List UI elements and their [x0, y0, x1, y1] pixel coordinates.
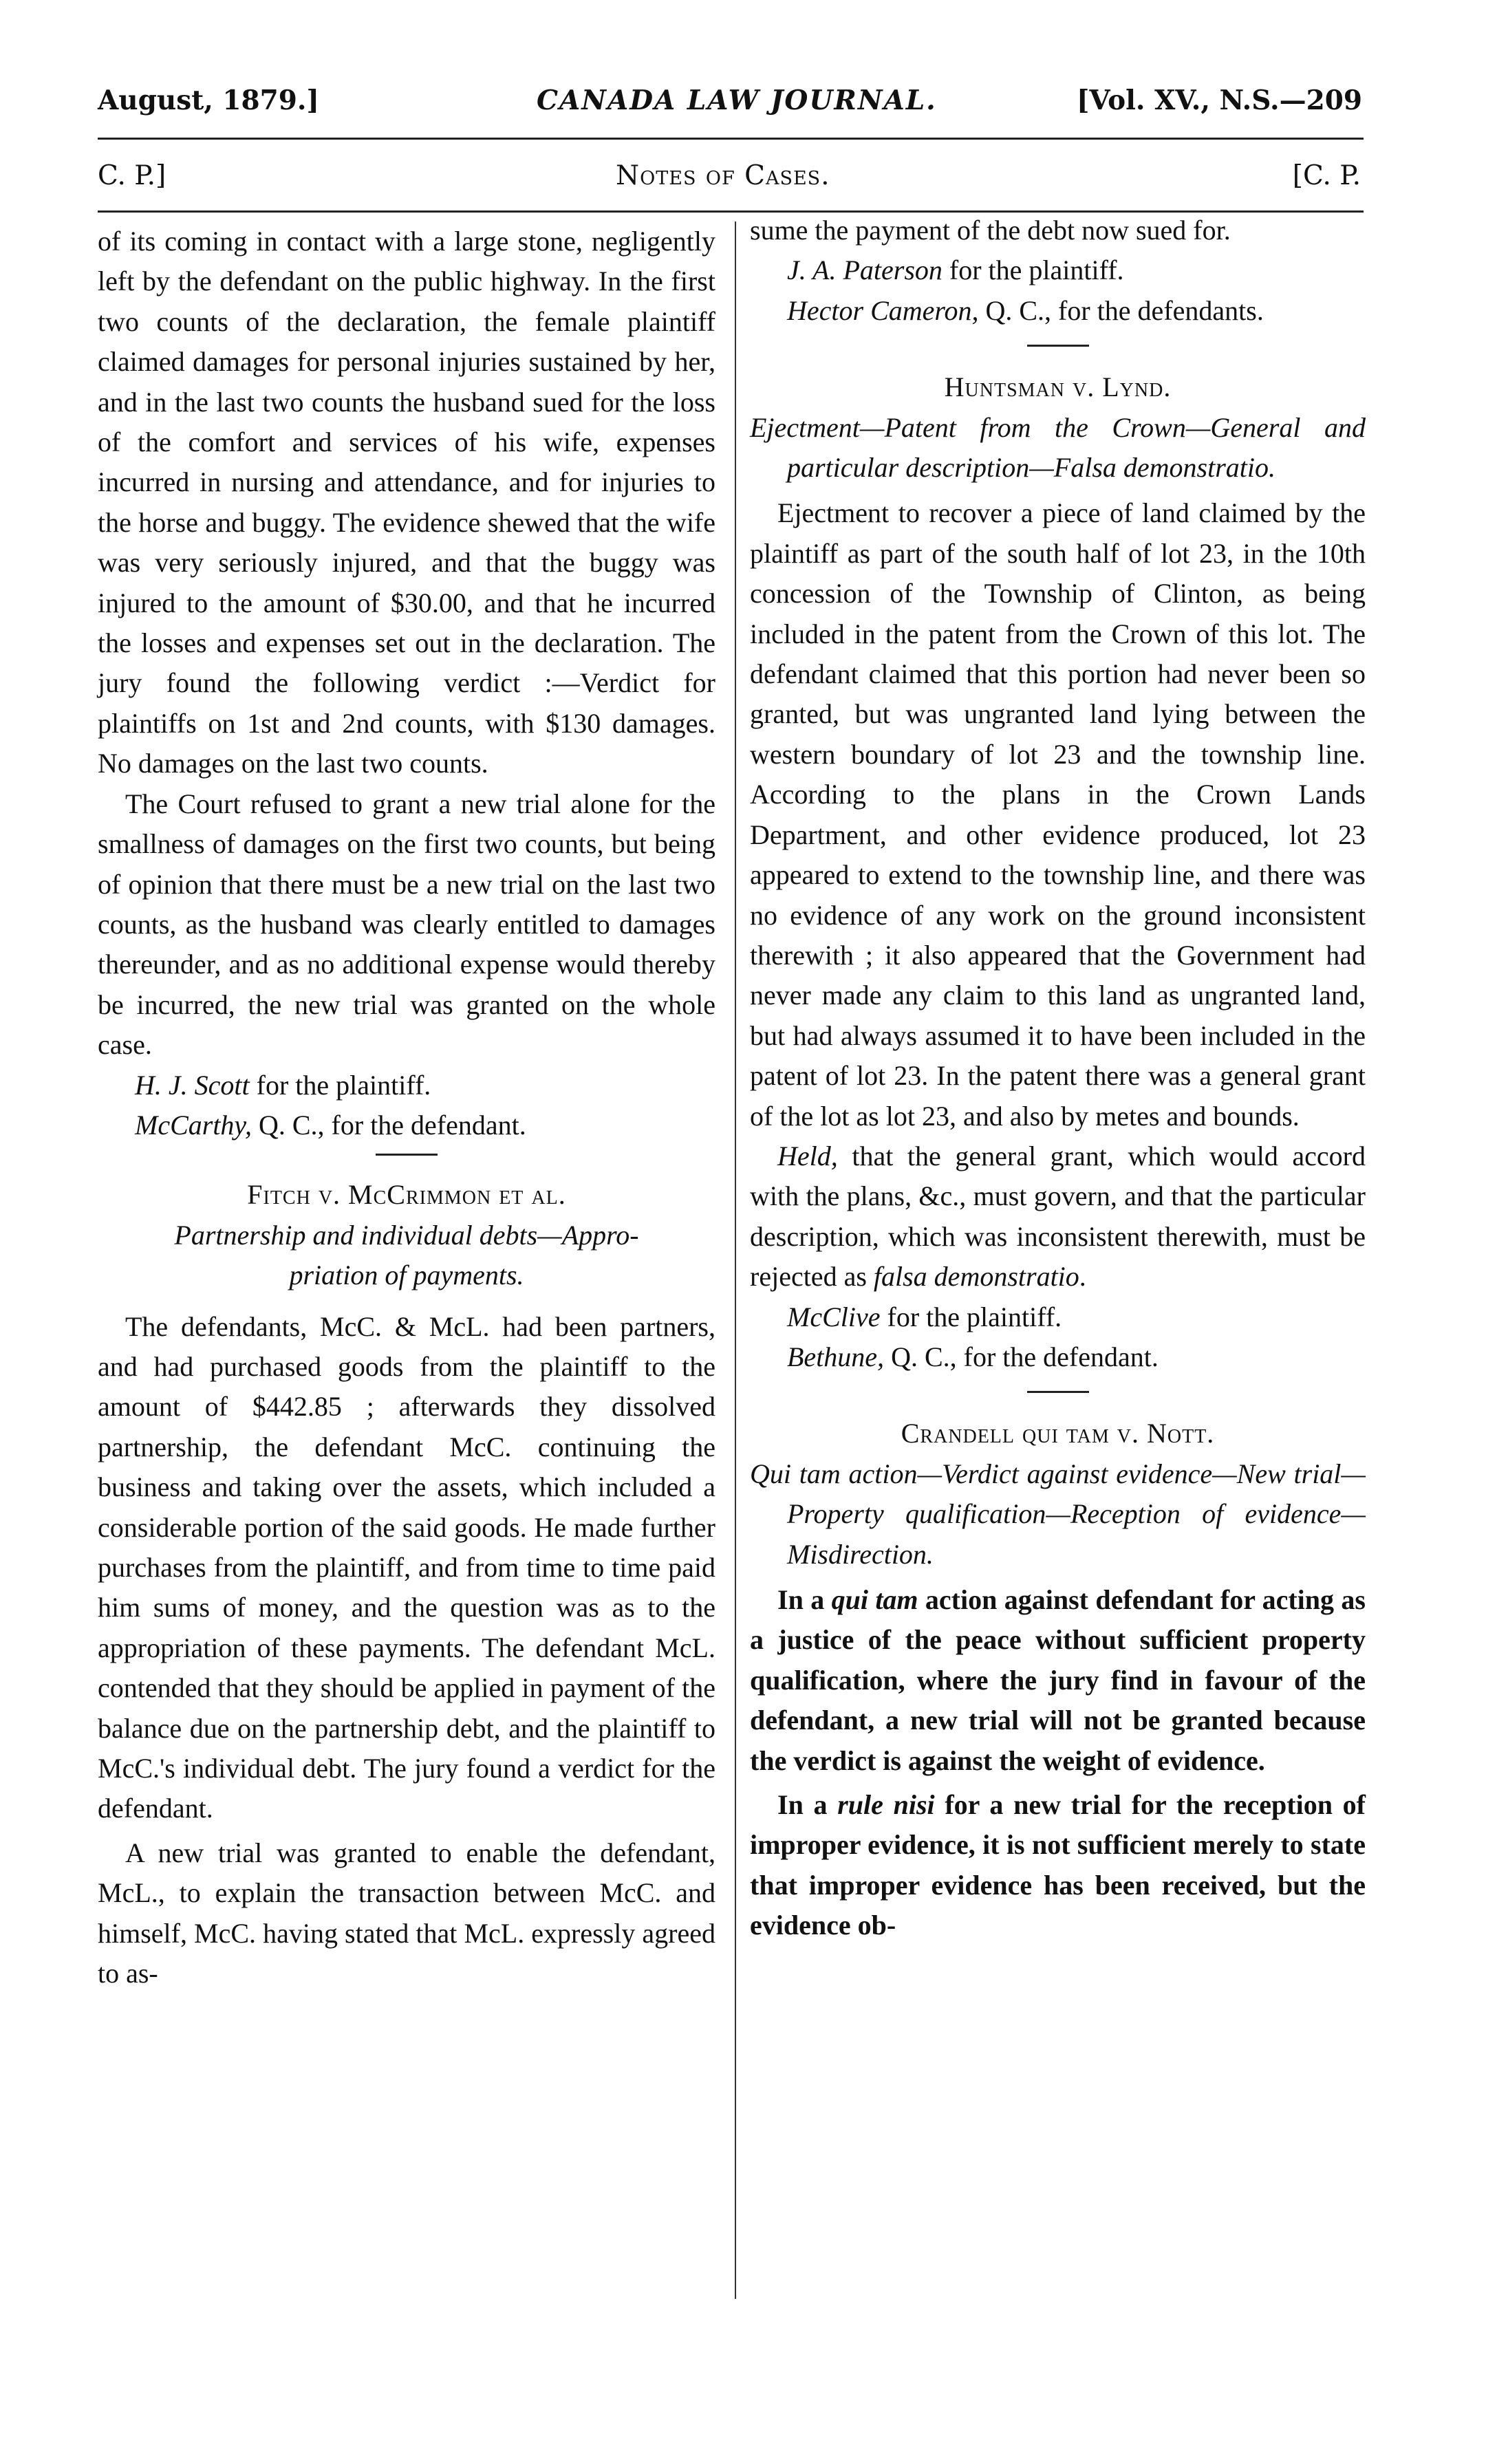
case-topic: Ejectment—Patent from the Crown—General and particular description—Falsa demonstratio. [750, 411, 1366, 484]
column-divider [735, 221, 736, 2299]
counsel-name: Hector Cameron, [787, 294, 979, 326]
header-date: August, 1879.] [98, 85, 319, 116]
paragraph: sume the payment of the debt now sued for. [750, 215, 1231, 246]
paragraph: Ejectment to recover a piece of land claimed by the plaintiff as part of the south half of lot 23, in the 10th concession of the Township of Clinton, as being included in the patent from the Crown of this lot. The defendant claimed that this portion had never been so granted, but was ungranted land lying between the western boundary of lot 23 and the township line. According to the plans in the Crown Lands Department, and other evidence produced, lot 23 appeared to extend to the township line, and there was no evidence of any work on the ground inconsistent therewith ; it also appeared that the Government had never made any claim to this land as ungranted land, but had always assumed it to have been included in the patent of lot 23. In the patent there was a general grant of the lot as lot 23, and also by metes and bounds. [750, 497, 1366, 1132]
paragraph: A new trial was granted to enable the defendant, McL., to explain the transaction between McC. and himself, McC. having stated that McL. expressly agreed to as- [98, 1837, 715, 1989]
case-topic: priation of payments. [289, 1260, 524, 1291]
counsel-line: McCarthy, Q. C., for the defendant. [135, 1109, 526, 1141]
counsel-line: Hector Cameron, Q. C., for the defendants. [787, 294, 1264, 326]
paragraph: In a qui tam action against defendant for acting as a justice of the peace without sufficient property qualification, where the jury find in favour of the defendant, a new trial will not be granted because the verdict is against the weight of evidence. [750, 1584, 1366, 1776]
counsel-name: McCarthy, [135, 1109, 252, 1141]
case-topic: Partnership and individual debts—Appro- [174, 1219, 639, 1251]
paragraph: In a rule nisi for a new trial for the reception of improper evidence, it is not sufficient merely to state that improper evidence has been received, but the evidence ob- [750, 1789, 1366, 1941]
section-left: C. P.] [98, 160, 166, 191]
counsel-name: Bethune, [787, 1341, 885, 1372]
left-column [98, 221, 715, 1993]
paragraph: The Court refused to grant a new trial alone for the smallness of damages on the first two counts, but being of opinion that there must be a new trial on the last two counts, as the husband was clearly entitled to damages thereunder, and as no additional expense would thereby be incurred, the new trial was granted on the whole case. [98, 788, 715, 1061]
counsel-name: McClive [787, 1301, 881, 1332]
header-volume: [Vol. XV., N.S.—209 [1076, 85, 1362, 116]
header-rule [98, 138, 1364, 140]
counsel-line: J. A. Paterson for the plaintiff. [787, 255, 1124, 286]
right-column [750, 210, 1366, 1946]
case-title: Huntsman v. Lynd. [944, 371, 1172, 403]
case-topic: Qui tam action—Verdict against evidence—New trial—Property qualification—Reception of evidence—Misdirection. [750, 1458, 1366, 1570]
counsel-line: H. J. Scott for the plaintiff. [135, 1069, 431, 1101]
case-separator [376, 1154, 438, 1156]
counsel-line: McClive for the plaintiff. [787, 1301, 1062, 1332]
case-separator [1027, 1391, 1089, 1393]
case-title: Crandell qui tam v. Nott. [901, 1418, 1215, 1449]
counsel-name: H. J. Scott [135, 1069, 250, 1101]
section-right: [C. P. [1292, 160, 1361, 191]
section-title: Notes of Cases. [616, 160, 830, 191]
header-journal-title: CANADA LAW JOURNAL. [537, 85, 937, 116]
case-separator [1027, 345, 1089, 347]
case-title: Fitch v. McCrimmon et al. [247, 1179, 566, 1211]
counsel-line: Bethune, Q. C., for the defendant. [787, 1341, 1159, 1372]
paragraph: Held, that the general grant, which would accord with the plans, &c., must govern, and that the particular description, which was inconsistent therewith, must be rejected as falsa demonstratio. [750, 1140, 1366, 1293]
paragraph: of its coming in contact with a large stone, negligently left by the defendant on the public highway. In the first two counts of the declaration, the female plaintiff claimed damages for personal injuries sustained by her, and in the last two counts the husband sued for the loss of the comfort and services of his wife, expenses incurred in nursing and attendance, and for injuries to the horse and buggy. The evidence shewed that the wife was very seriously injured, and that the buggy was injured to the amount of $30.00, and that he incurred the losses and expenses set out in the declaration. The jury found the following verdict :—Verdict for plaintiffs on 1st and 2nd counts, with $130 damages. No damages on the last two counts. [98, 226, 715, 779]
counsel-name: J. A. Paterson [787, 255, 943, 286]
paragraph: The defendants, McC. & McL. had been partners, and had purchased goods from the plaintiff to the amount of $442.85 ; afterwards they dissolved partnership, the defendant McC. continuing the business and taking over the assets, which included a considerable portion of the said goods. He made further purchases from the plaintiff, and from time to time paid him sums of money, and the question was as to the appropriation of these payments. The defendant McL. contended that they should be applied in payment of the balance due on the partnership debt, and the plaintiff to McC.'s individual debt. The jury found a verdict for the defendant. [98, 1310, 715, 1824]
